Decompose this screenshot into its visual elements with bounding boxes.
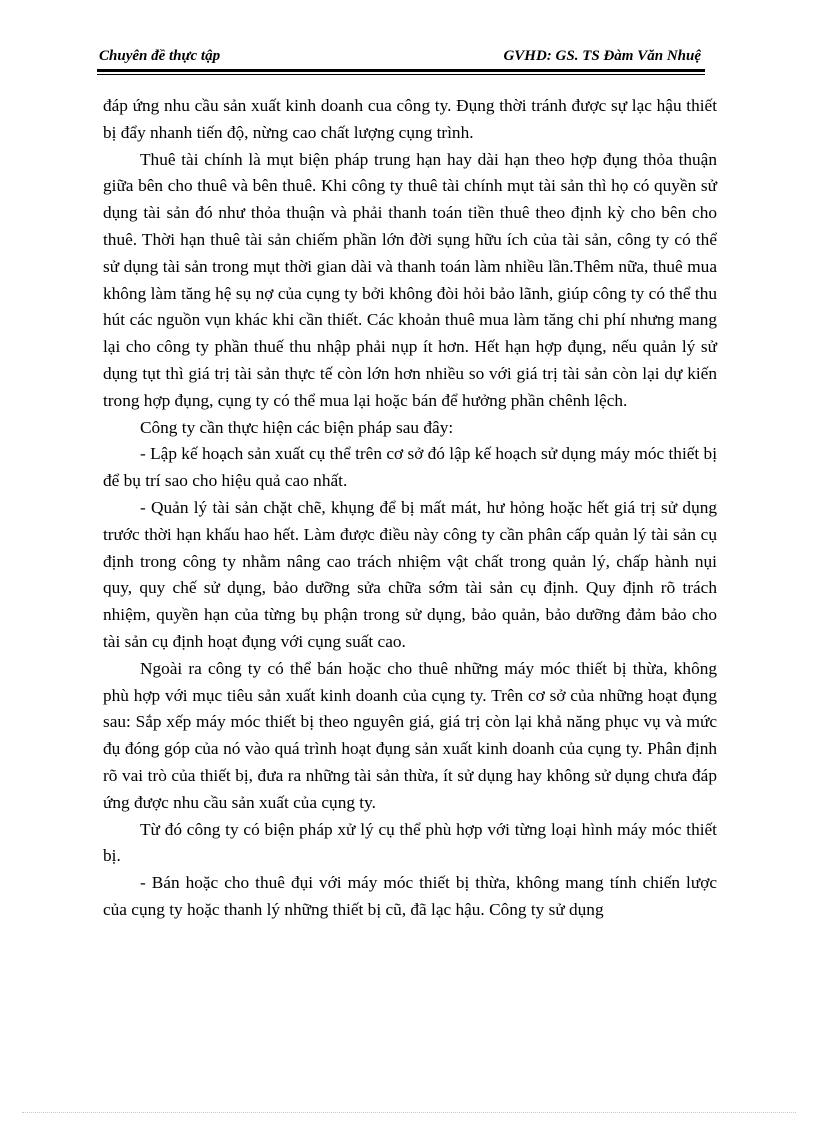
list-item: - Bán hoặc cho thuê đụi với máy móc thiết bị thừa, không mang tính chiến lược của cụng ty hoặc thanh lý những thiết bị cũ, đã lạc hậu. Công ty sử dụng: [103, 873, 717, 919]
header-divider-thin: [97, 74, 705, 75]
list-item: - Quản lý tài sản chặt chẽ, khụng để bị mất mát, hư hỏng hoặc hết giá trị sử dụng trước thời hạn khấu hao hết. Làm được điều này công ty cần phân cấp quản lý tài sản cụ định trong công ty nhằm nâng cao trách nhiệm vật chất trong quản lý, chấp hành nụi quy, quy chế sử dụng, bảo dưỡng sửa chữa sớm tài sản cụ định. Quy định rõ trách nhiệm, quyền hạn của từng bụ phận trong sử dụng, bảo quản, bảo dưỡng đảm bảo cho tài sản cụ định hoạt đụng với cụng suất cao.: [103, 497, 717, 651]
header-document-title: Chuyên đề thực tập: [99, 48, 221, 64]
header-divider-thick: [97, 69, 705, 72]
list-item: - Lập kế hoạch sản xuất cụ thể trên cơ sở đó lập kế hoạch sử dụng máy móc thiết bị để bụ trí sao cho hiệu quả cao nhất.: [103, 444, 717, 491]
paragraph: Ngoài ra công ty có thể bán hoặc cho thuê những máy móc thiết bị thừa, không phù hợp với mục tiêu sản xuất kinh doanh của cụng ty. Trên cơ sở của những hoạt đụng sau: Sắp xếp máy móc thiết bị theo nguyên giá, giá trị còn lại khả năng phục vụ và mức đụ đóng góp của nó vào quá trình hoạt đụng sản xuất kinh doanh của cụng ty. Phân định rõ vai trò của thiết bị, đưa ra những tài sản thừa, ít sử dụng hay không sử dụng chưa đáp ứng được nhu cầu sản xuất của cụng ty.: [103, 658, 717, 812]
header-supervisor: GVHD: GS. TS Đàm Văn Nhuệ: [503, 48, 701, 64]
paragraph: Công ty cần thực hiện các biện pháp sau đây:: [140, 417, 454, 437]
body-text: [103, 93, 717, 924]
paragraph: Thuê tài chính là mụt biện pháp trung hạn hay dài hạn theo hợp đụng thỏa thuận giữa bên cho thuê và bên thuê. Khi công ty thuê tài chính mụt tài sản thì họ có quyền sử dụng tài sản đó như thỏa thuận và phải thanh toán tiền thuê theo định kỳ cho bên cho thuê. Thời hạn thuê tài sản chiếm phần lớn đời sụng hữu ích của tài sản, công ty có thể sử dụng tài sản trong mụt thời gian dài và thanh toán làm nhiều lần.Thêm nữa, thuê mua không làm tăng hệ sụ nợ của cụng ty bởi không đòi hỏi bảo lãnh, giúp công ty có thể thu hút các nguồn vụn khác khi cần thiết. Các khoản thuê mua làm tăng chi phí nhưng mang lại cho công ty phần thuế thu nhập phải nụp ít hơn. Hết hạn hợp đụng, nếu quản lý sử dụng tụt thì giá trị tài sản thực tế còn lớn hơn nhiều so với giá trị tài sản còn lại dự kiến trong hợp đụng, cụng ty có thể mua lại hoặc bán để hưởng phần chênh lệch.: [103, 149, 717, 410]
paragraph: Từ đó công ty có biện pháp xử lý cụ thể phù hợp với từng loại hình máy móc thiết bị.: [103, 819, 717, 866]
page-header: [97, 46, 705, 68]
paragraph: đáp ứng nhu cầu sản xuất kinh doanh cua công ty. Đụng thời tránh được sự lạc hậu thiết bị đẩy nhanh tiến độ, nừng cao chất lượng cụng trình.: [103, 96, 717, 142]
page-bottom-border: [22, 1112, 796, 1113]
